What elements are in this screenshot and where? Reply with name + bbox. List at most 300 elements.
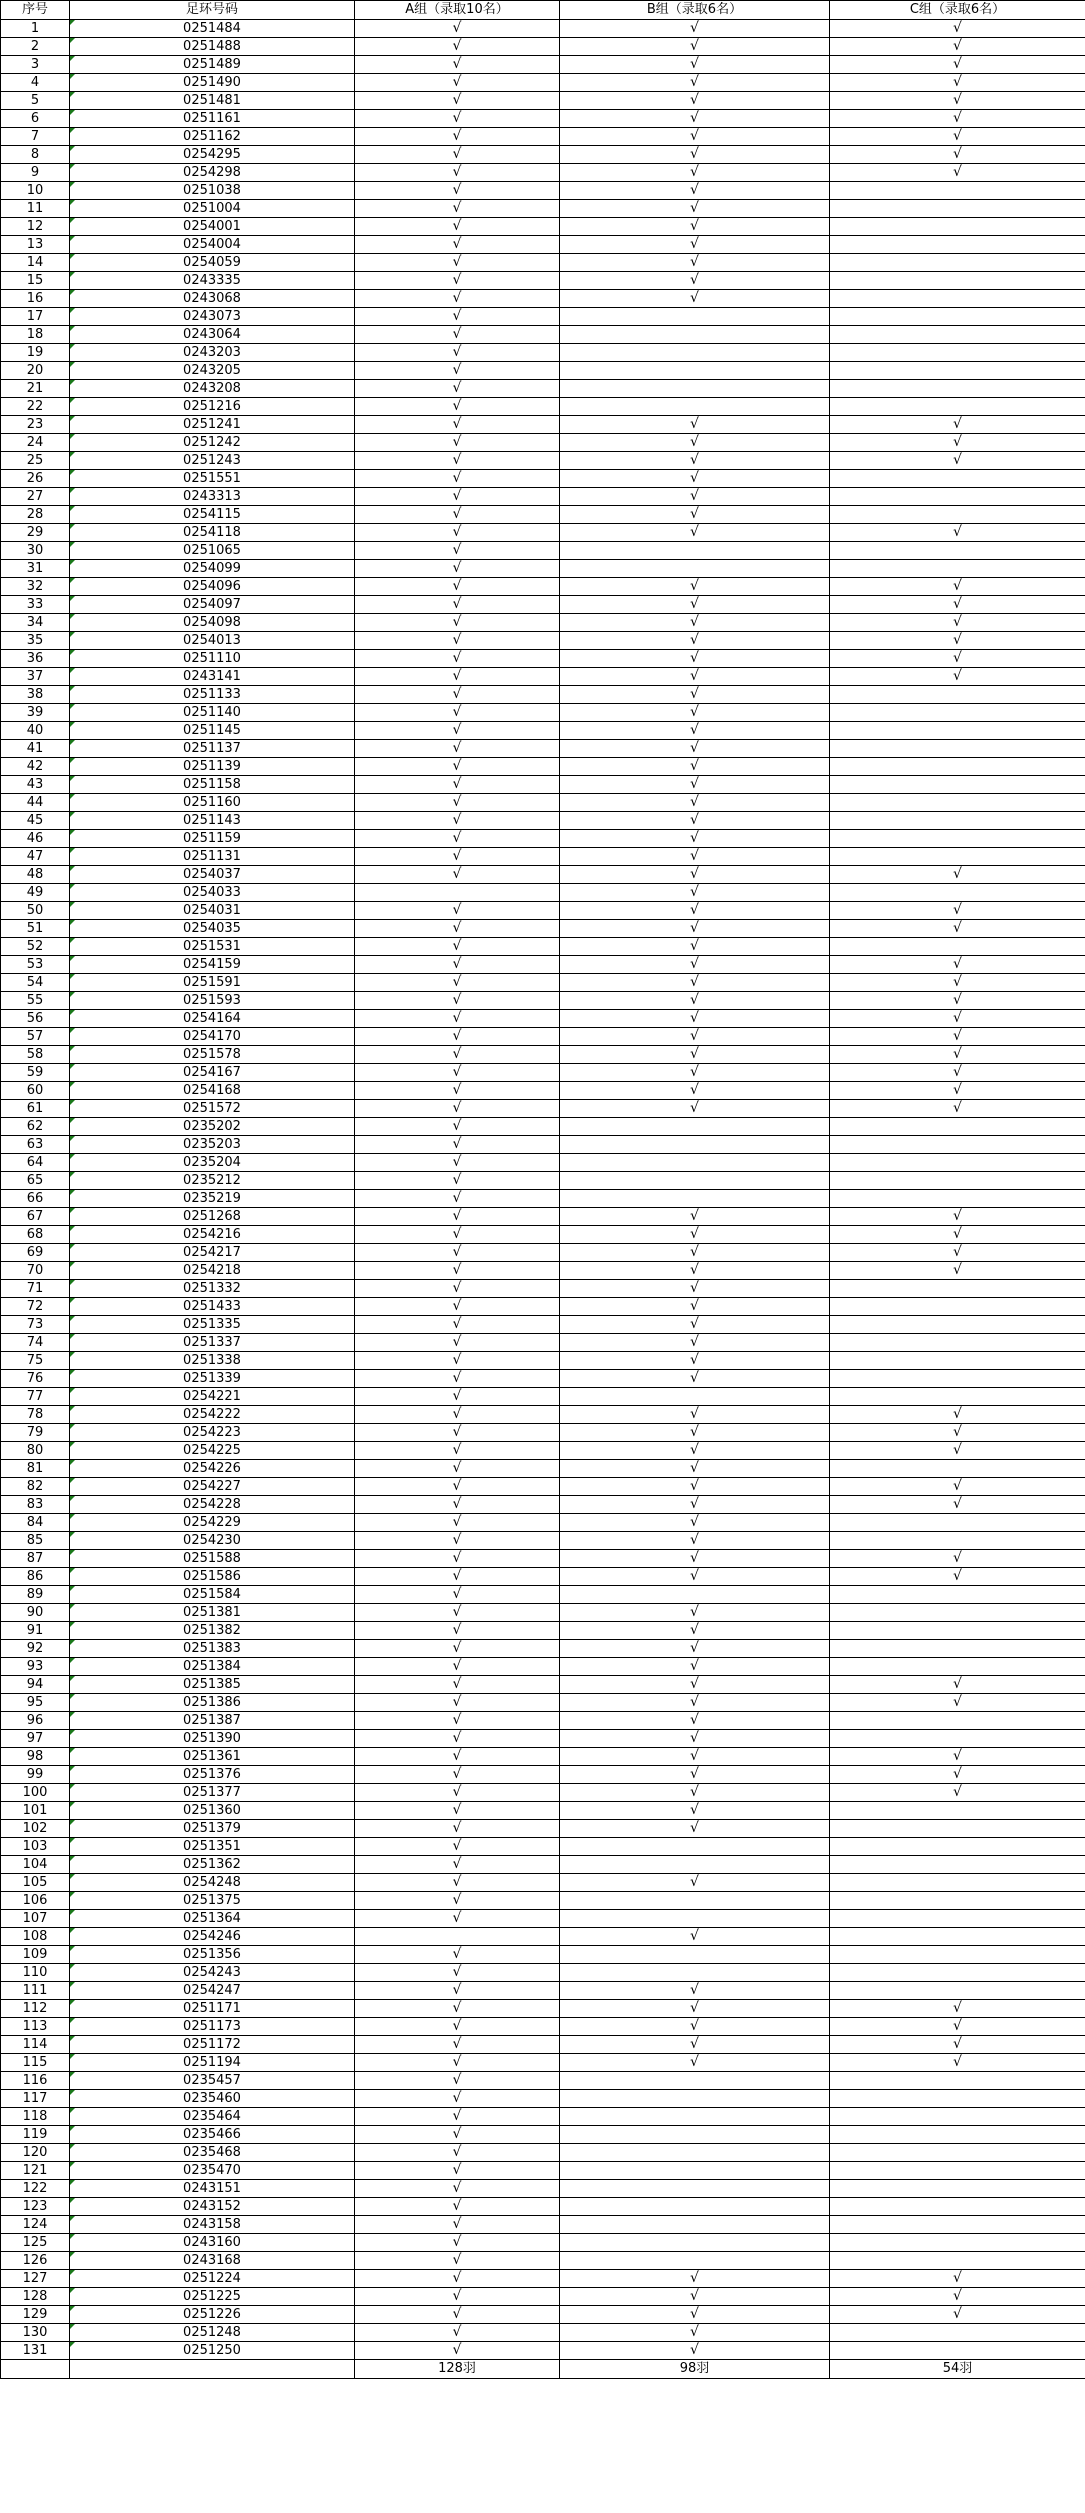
group-b-mark: √	[560, 956, 830, 974]
group-a-mark: √	[355, 1712, 560, 1730]
table-row	[1, 1226, 1085, 1244]
group-a-mark: √	[355, 1226, 560, 1244]
group-b-mark: √	[560, 830, 830, 848]
group-c-mark	[830, 2090, 1085, 2108]
group-b-mark: √	[560, 866, 830, 884]
group-c-mark: √	[830, 2270, 1085, 2288]
group-a-mark: √	[355, 1550, 560, 1568]
group-b-mark: √	[560, 1478, 830, 1496]
ring-number-text: 0251338	[183, 1353, 241, 1368]
serial-no-cell: 123	[1, 2198, 70, 2216]
group-b-mark: √	[560, 1676, 830, 1694]
cell-flag-icon	[70, 1910, 75, 1915]
table-row	[1, 884, 1085, 902]
group-b-mark: √	[560, 1550, 830, 1568]
group-a-mark: √	[355, 2036, 560, 2054]
ring-number-cell	[70, 1874, 355, 1892]
group-b-mark: √	[560, 722, 830, 740]
ring-number-text: 0254229	[183, 1515, 241, 1530]
group-a-mark: √	[355, 740, 560, 758]
group-c-mark: √	[830, 614, 1085, 632]
ring-number-cell	[70, 956, 355, 974]
serial-no-cell: 60	[1, 1082, 70, 1100]
table-row	[1, 2054, 1085, 2072]
cell-flag-icon	[70, 1694, 75, 1699]
group-b-mark	[560, 1946, 830, 1964]
ring-number-text: 0235470	[183, 2163, 241, 2178]
serial-no-cell: 17	[1, 308, 70, 326]
ring-number-cell	[70, 542, 355, 560]
group-b-mark	[560, 1388, 830, 1406]
group-c-mark	[830, 488, 1085, 506]
serial-no-cell: 12	[1, 218, 70, 236]
serial-no-cell: 38	[1, 686, 70, 704]
serial-no-cell: 48	[1, 866, 70, 884]
ring-number-cell	[70, 74, 355, 92]
cell-flag-icon	[70, 2342, 75, 2347]
ring-number-text: 0254298	[183, 165, 241, 180]
group-c-mark: √	[830, 1262, 1085, 1280]
total-group-b: 98羽	[560, 2360, 830, 2379]
ring-number-text: 0251250	[183, 2343, 241, 2358]
ring-number-text: 0251488	[183, 39, 241, 54]
cell-flag-icon	[70, 416, 75, 421]
group-a-mark: √	[355, 2306, 560, 2324]
group-c-mark	[830, 2108, 1085, 2126]
table-row	[1, 218, 1085, 236]
group-b-mark: √	[560, 452, 830, 470]
group-c-mark	[830, 2252, 1085, 2270]
group-a-mark: √	[355, 2252, 560, 2270]
group-b-mark: √	[560, 1820, 830, 1838]
group-a-mark: √	[355, 1190, 560, 1208]
table-row	[1, 128, 1085, 146]
table-row	[1, 2216, 1085, 2234]
serial-no-cell: 116	[1, 2072, 70, 2090]
group-c-mark: √	[830, 1766, 1085, 1784]
group-c-mark: √	[830, 1028, 1085, 1046]
group-c-mark	[830, 1316, 1085, 1334]
ring-number-cell	[70, 1082, 355, 1100]
totals-blank	[70, 2360, 355, 2379]
table-row	[1, 1964, 1085, 1982]
group-b-mark: √	[560, 704, 830, 722]
cell-flag-icon	[70, 110, 75, 115]
ring-number-cell	[70, 146, 355, 164]
serial-no-cell: 28	[1, 506, 70, 524]
header-group-a: A组（录取10名）	[355, 1, 560, 20]
totals-row	[1, 2360, 1085, 2379]
cell-flag-icon	[70, 920, 75, 925]
group-b-mark: √	[560, 1496, 830, 1514]
cell-flag-icon	[70, 1316, 75, 1321]
ring-number-cell	[70, 1172, 355, 1190]
ring-number-cell	[70, 992, 355, 1010]
ring-number-cell	[70, 1658, 355, 1676]
serial-no-cell: 126	[1, 2252, 70, 2270]
table-row	[1, 2000, 1085, 2018]
group-c-mark: √	[830, 650, 1085, 668]
ring-number-cell	[70, 416, 355, 434]
serial-no-cell: 62	[1, 1118, 70, 1136]
cell-flag-icon	[70, 1532, 75, 1537]
group-a-mark: √	[355, 254, 560, 272]
ring-number-cell	[70, 1334, 355, 1352]
group-c-mark: √	[830, 2288, 1085, 2306]
group-c-mark: √	[830, 1082, 1085, 1100]
group-c-mark	[830, 1190, 1085, 1208]
group-b-mark	[560, 398, 830, 416]
serial-no-cell: 52	[1, 938, 70, 956]
group-a-mark: √	[355, 992, 560, 1010]
cell-flag-icon	[70, 524, 75, 529]
table-row	[1, 398, 1085, 416]
group-c-mark: √	[830, 164, 1085, 182]
group-a-mark: √	[355, 974, 560, 992]
group-c-mark	[830, 1838, 1085, 1856]
table-row	[1, 956, 1085, 974]
group-c-mark	[830, 1964, 1085, 1982]
ring-number-text: 0254097	[183, 597, 241, 612]
cell-flag-icon	[70, 2288, 75, 2293]
ring-number-text: 0251584	[183, 1587, 241, 1602]
group-c-mark: √	[830, 2000, 1085, 2018]
ring-number-cell	[70, 398, 355, 416]
table-row	[1, 200, 1085, 218]
cell-flag-icon	[70, 650, 75, 655]
group-b-mark: √	[560, 812, 830, 830]
table-row	[1, 20, 1085, 38]
group-a-mark: √	[355, 470, 560, 488]
group-b-mark	[560, 2180, 830, 2198]
table-row	[1, 2270, 1085, 2288]
cell-flag-icon	[70, 542, 75, 547]
serial-no-cell: 67	[1, 1208, 70, 1226]
cell-flag-icon	[70, 1010, 75, 1015]
group-b-mark: √	[560, 1028, 830, 1046]
group-a-mark: √	[355, 344, 560, 362]
ring-number-cell	[70, 1946, 355, 1964]
serial-no-cell: 22	[1, 398, 70, 416]
group-c-mark	[830, 2216, 1085, 2234]
serial-no-cell: 5	[1, 92, 70, 110]
serial-no-cell: 105	[1, 1874, 70, 1892]
table-row	[1, 1802, 1085, 1820]
serial-no-cell: 34	[1, 614, 70, 632]
ring-number-text: 0251162	[183, 129, 241, 144]
ring-number-text: 0251385	[183, 1677, 241, 1692]
group-c-mark: √	[830, 1748, 1085, 1766]
group-b-mark	[560, 326, 830, 344]
group-a-mark: √	[355, 416, 560, 434]
table-row	[1, 1712, 1085, 1730]
ring-number-text: 0243205	[183, 363, 241, 378]
ring-number-cell	[70, 758, 355, 776]
ring-number-text: 0251159	[183, 831, 241, 846]
group-c-mark: √	[830, 1046, 1085, 1064]
group-c-mark	[830, 326, 1085, 344]
group-c-mark	[830, 560, 1085, 578]
serial-no-cell: 2	[1, 38, 70, 56]
cell-flag-icon	[70, 776, 75, 781]
group-c-mark: √	[830, 920, 1085, 938]
group-a-mark: √	[355, 272, 560, 290]
serial-no-cell: 82	[1, 1478, 70, 1496]
cell-flag-icon	[70, 1460, 75, 1465]
ring-number-text: 0254170	[183, 1029, 241, 1044]
cell-flag-icon	[70, 1730, 75, 1735]
group-b-mark	[560, 1892, 830, 1910]
group-b-mark: √	[560, 2306, 830, 2324]
group-a-mark: √	[355, 1442, 560, 1460]
cell-flag-icon	[70, 1496, 75, 1501]
group-a-mark: √	[355, 2270, 560, 2288]
serial-no-cell: 122	[1, 2180, 70, 2198]
group-b-mark: √	[560, 686, 830, 704]
ring-number-cell	[70, 326, 355, 344]
serial-no-cell: 61	[1, 1100, 70, 1118]
table-row	[1, 1748, 1085, 1766]
serial-no-cell: 70	[1, 1262, 70, 1280]
serial-no-cell: 100	[1, 1784, 70, 1802]
serial-no-cell: 131	[1, 2342, 70, 2360]
group-c-mark	[830, 722, 1085, 740]
group-a-mark: √	[355, 398, 560, 416]
serial-no-cell: 73	[1, 1316, 70, 1334]
ring-number-cell	[70, 1640, 355, 1658]
table-body	[1, 20, 1085, 2360]
group-a-mark: √	[355, 74, 560, 92]
ring-number-text: 0254230	[183, 1533, 241, 1548]
ring-number-text: 0235219	[183, 1191, 241, 1206]
group-b-mark: √	[560, 884, 830, 902]
serial-no-cell: 130	[1, 2324, 70, 2342]
group-c-mark	[830, 1460, 1085, 1478]
group-b-mark	[560, 1190, 830, 1208]
group-a-mark: √	[355, 1982, 560, 2000]
serial-no-cell: 26	[1, 470, 70, 488]
ring-number-text: 0251351	[183, 1839, 241, 1854]
serial-no-cell: 43	[1, 776, 70, 794]
group-a-mark: √	[355, 1370, 560, 1388]
totals-blank	[1, 2360, 70, 2379]
cell-flag-icon	[70, 1352, 75, 1357]
group-a-mark: √	[355, 1262, 560, 1280]
ring-number-cell	[70, 740, 355, 758]
serial-no-cell: 86	[1, 1568, 70, 1586]
ring-number-cell	[70, 1388, 355, 1406]
table-row	[1, 686, 1085, 704]
table-row	[1, 2180, 1085, 2198]
serial-no-cell: 66	[1, 1190, 70, 1208]
group-b-mark: √	[560, 1604, 830, 1622]
group-c-mark	[830, 1388, 1085, 1406]
table-row	[1, 866, 1085, 884]
ring-number-text: 0251382	[183, 1623, 241, 1638]
ring-number-text: 0251362	[183, 1857, 241, 1872]
table-row	[1, 1874, 1085, 1892]
group-b-mark	[560, 380, 830, 398]
group-b-mark: √	[560, 758, 830, 776]
group-c-mark	[830, 848, 1085, 866]
group-a-mark: √	[355, 1100, 560, 1118]
group-a-mark: √	[355, 686, 560, 704]
group-c-mark	[830, 686, 1085, 704]
ring-number-text: 0251158	[183, 777, 241, 792]
ring-number-text: 0251137	[183, 741, 241, 756]
group-c-mark	[830, 2126, 1085, 2144]
group-b-mark: √	[560, 740, 830, 758]
ring-number-cell	[70, 2108, 355, 2126]
group-b-mark	[560, 362, 830, 380]
cell-flag-icon	[70, 2054, 75, 2059]
cell-flag-icon	[70, 362, 75, 367]
group-b-mark: √	[560, 1226, 830, 1244]
group-b-mark: √	[560, 56, 830, 74]
group-c-mark	[830, 506, 1085, 524]
group-a-mark: √	[355, 2234, 560, 2252]
cell-flag-icon	[70, 2198, 75, 2203]
header-group-c: C组（录取6名）	[830, 1, 1085, 20]
table-row	[1, 1694, 1085, 1712]
serial-no-cell: 51	[1, 920, 70, 938]
serial-no-cell: 89	[1, 1586, 70, 1604]
group-b-mark	[560, 1586, 830, 1604]
group-c-mark: √	[830, 1478, 1085, 1496]
group-b-mark: √	[560, 776, 830, 794]
table-row	[1, 236, 1085, 254]
group-c-mark	[830, 2234, 1085, 2252]
group-b-mark: √	[560, 1352, 830, 1370]
cell-flag-icon	[70, 1046, 75, 1051]
table-row	[1, 1082, 1085, 1100]
cell-flag-icon	[70, 2126, 75, 2131]
group-c-mark: √	[830, 452, 1085, 470]
ring-number-text: 0243068	[183, 291, 241, 306]
serial-no-cell: 69	[1, 1244, 70, 1262]
table-row	[1, 470, 1085, 488]
group-c-mark: √	[830, 2054, 1085, 2072]
group-a-mark: √	[355, 1514, 560, 1532]
cell-flag-icon	[70, 956, 75, 961]
group-b-mark	[560, 2162, 830, 2180]
serial-no-cell: 83	[1, 1496, 70, 1514]
group-c-mark	[830, 758, 1085, 776]
group-c-mark: √	[830, 668, 1085, 686]
ring-number-cell	[70, 830, 355, 848]
ring-number-text: 0254118	[183, 525, 241, 540]
ring-number-text: 0251194	[183, 2055, 241, 2070]
table-row	[1, 1064, 1085, 1082]
ring-number-text: 0251489	[183, 57, 241, 72]
group-c-mark	[830, 362, 1085, 380]
ring-number-cell	[70, 1316, 355, 1334]
table-row	[1, 1766, 1085, 1784]
ring-number-text: 0254218	[183, 1263, 241, 1278]
ring-number-cell	[70, 1676, 355, 1694]
serial-no-cell: 33	[1, 596, 70, 614]
serial-no-cell: 54	[1, 974, 70, 992]
ring-number-cell	[70, 272, 355, 290]
ring-number-text: 0251140	[183, 705, 241, 720]
group-a-mark: √	[355, 2180, 560, 2198]
cell-flag-icon	[70, 326, 75, 331]
group-b-mark: √	[560, 128, 830, 146]
cell-flag-icon	[70, 830, 75, 835]
group-c-mark: √	[830, 1496, 1085, 1514]
ring-number-text: 0254217	[183, 1245, 241, 1260]
ring-number-text: 0251578	[183, 1047, 241, 1062]
group-b-mark: √	[560, 92, 830, 110]
ring-number-text: 0251173	[183, 2019, 241, 2034]
group-b-mark: √	[560, 632, 830, 650]
ring-number-text: 0254225	[183, 1443, 241, 1458]
group-c-mark: √	[830, 110, 1085, 128]
ring-number-cell	[70, 1820, 355, 1838]
group-b-mark: √	[560, 1640, 830, 1658]
group-a-mark: √	[355, 632, 560, 650]
table-row	[1, 1388, 1085, 1406]
serial-no-cell: 119	[1, 2126, 70, 2144]
cell-flag-icon	[70, 1712, 75, 1717]
serial-no-cell: 97	[1, 1730, 70, 1748]
serial-no-cell: 81	[1, 1460, 70, 1478]
group-a-mark: √	[355, 830, 560, 848]
cell-flag-icon	[70, 1118, 75, 1123]
group-b-mark: √	[560, 920, 830, 938]
group-c-mark: √	[830, 20, 1085, 38]
group-c-mark: √	[830, 434, 1085, 452]
group-b-mark: √	[560, 1208, 830, 1226]
group-b-mark: √	[560, 1748, 830, 1766]
group-b-mark: √	[560, 2036, 830, 2054]
serial-no-cell: 72	[1, 1298, 70, 1316]
ring-number-text: 0243158	[183, 2217, 241, 2232]
table-row	[1, 92, 1085, 110]
ring-number-cell	[70, 1784, 355, 1802]
group-a-mark: √	[355, 1172, 560, 1190]
group-c-mark	[830, 1928, 1085, 1946]
ring-number-cell	[70, 38, 355, 56]
group-c-mark	[830, 1658, 1085, 1676]
group-b-mark	[560, 1910, 830, 1928]
group-a-mark: √	[355, 2018, 560, 2036]
group-c-mark: √	[830, 974, 1085, 992]
group-c-mark: √	[830, 1784, 1085, 1802]
cell-flag-icon	[70, 1586, 75, 1591]
ring-number-cell	[70, 524, 355, 542]
group-a-mark: √	[355, 1496, 560, 1514]
ring-number-cell	[70, 2180, 355, 2198]
group-a-mark: √	[355, 2198, 560, 2216]
ring-number-text: 0254167	[183, 1065, 241, 1080]
group-b-mark: √	[560, 1424, 830, 1442]
table-row	[1, 1208, 1085, 1226]
ring-number-text: 0251131	[183, 849, 241, 864]
serial-no-cell: 91	[1, 1622, 70, 1640]
table-row	[1, 596, 1085, 614]
ring-number-cell	[70, 722, 355, 740]
cell-flag-icon	[70, 1406, 75, 1411]
serial-no-cell: 65	[1, 1172, 70, 1190]
group-c-mark: √	[830, 416, 1085, 434]
group-b-mark	[560, 2144, 830, 2162]
cell-flag-icon	[70, 2234, 75, 2239]
table-row	[1, 974, 1085, 992]
group-a-mark: √	[355, 452, 560, 470]
serial-no-cell: 71	[1, 1280, 70, 1298]
group-c-mark	[830, 1802, 1085, 1820]
